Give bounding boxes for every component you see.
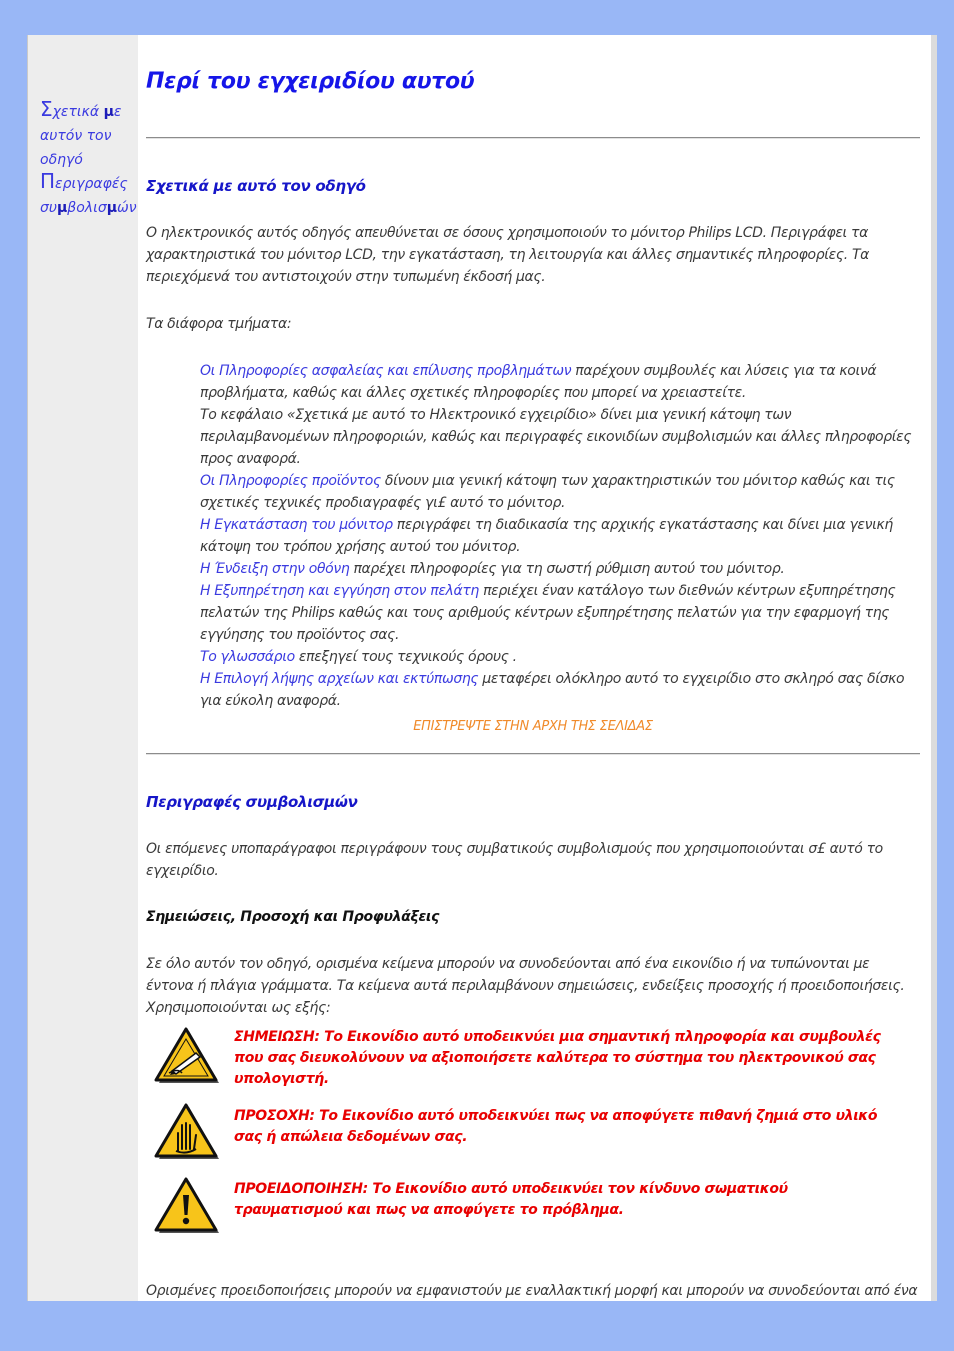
list-item: Οι Πληροφορίες προϊόντος δίνουν μια γενική κάτοψη των χαρακτηριστικών του μόνιτορ καθώς και τις σχετικές τεχνικές προδιαγραφές γι£ αυτό το μόνιτορ.: [200, 473, 895, 511]
link-product-information[interactable]: Οι Πληροφορίες προϊόντος: [200, 473, 381, 489]
link-installation[interactable]: Η Εγκατάσταση του μόνιτορ: [200, 517, 393, 533]
list-item: Η Εξυπηρέτηση και εγγύηση στον πελάτη περιέχει έναν κατάλογο των διεθνών κέντρων εξυπηρέτησης πελατών της Philips καθώς και τους αριθμούς κέντρων εξυπηρέτησης πελατών για την εφαρμογή της εγγύησης του προϊόντος σας.: [200, 583, 896, 643]
link-customer-care[interactable]: Η Εξυπηρέτηση και εγγύηση στον πελάτη: [200, 583, 479, 599]
subheading-notes: Σημειώσεις, Προσοχή και Προφυλάξεις: [146, 909, 440, 925]
footer-text: Ορισμένες προειδοποιήσεις μπορούν να εμφανιστούν με εναλλακτική μορφή και μπορούν να συνοδεύονται από ένα: [146, 1283, 918, 1299]
sidebar-link-symbol-descriptions[interactable]: Περιγραφές συμβολισμών: [40, 169, 137, 216]
list-item: Το γλωσσάριο επεξηγεί τους τεχνικούς όρους .: [200, 649, 517, 665]
caution-text: ΠΡΟΣΟΧΗ: Το Εικονίδιο αυτό υποδεικνύει πως να αποφύγετε πιθανή ζημιά στο υλικό σας ή απώλεια δεδομένων σας.: [234, 1108, 878, 1145]
parts-label: Τα διάφορα τμήματα:: [146, 316, 292, 332]
divider: [146, 137, 920, 139]
list-item: Η Επιλογή λήψης αρχείων και εκτύπωσης μεταφέρει ολόκληρο αυτό το εγχειρίδιο στο σκληρό σας δίσκο για εύκολη αναφορά.: [200, 671, 905, 709]
list-item: Το κεφάλαιο «Σχετικά με αυτό το Ηλεκτρονικό εγχειρίδιο» δίνει μια γενική κάτοψη των περιλαμβανομένων πληροφοριών, καθώς και περιγραφές εικονιδίων συμβολισμών και άλλες πληροφορίες προς αναφορά.: [200, 407, 912, 467]
list-item: Οι Πληροφορίες ασφαλείας και επίλυσης προβλημάτων παρέχουν συμβουλές και λύσεις για τα κοινά προβλήματα, καθώς και άλλες σχετικές πληροφορίες που μπορεί να χρειαστείτε.: [200, 363, 877, 401]
note-text: ΣΗΜΕΙΩΣΗ: Το Εικονίδιο αυτό υποδεικνύει μια σημαντική πληροφορία και συμβουλές που σας διευκολύνουν να αξιοποιήσετε καλύτερα το σύστημα του ηλεκτρονικού σας υπολογιστή.: [234, 1029, 881, 1087]
page-frame: [27, 35, 937, 1301]
caution-hand-icon: [152, 1103, 220, 1163]
parts-list: [200, 360, 920, 712]
divider: [146, 753, 920, 755]
section-heading-symbols: Περιγραφές συμβολισμών: [146, 793, 358, 811]
link-download-print[interactable]: Η Επιλογή λήψης αρχείων και εκτύπωσης: [200, 671, 479, 687]
page-title: Περί του εγχειριδίου αυτού: [146, 69, 475, 94]
link-safety-troubleshooting[interactable]: Οι Πληροφορίες ασφαλείας και επίλυσης προβλημάτων: [200, 363, 572, 379]
sidebar-link-about-guide[interactable]: Σχετικά με αυτόν τον οδηγό: [40, 97, 122, 168]
warning-exclamation-icon: [152, 1177, 220, 1237]
sidebar: [28, 35, 138, 1301]
notes-intro: Σε όλο αυτόν τον οδηγό, ορισμένα κείμενα μπορούν να συνοδεύονται από ένα εικονίδιο ή να τυπώνονται με έντονα ή πλάγια γράμματα. Τα κείμενα αυτά περιλαμβάνουν σημειώσεις, ενδείξεις προσοχής ή προειδοποιήσεις. Χρησιμοποιούνται ως εξής:: [146, 956, 905, 1016]
about-intro: Ο ηλεκτρονικός αυτός οδηγός απευθύνεται σε όσους χρησιμοποιούν το μόνιτορ Philips LCD. Περιγράφει τα χαρακτηριστικά του μόνιτορ LCD, την εγκατάσταση, τη λειτουργία και άλλες σημαντικές πληροφορίες. Τα περιεχόμενά του αντιστοιχούν στην τυπωμένη έκδοσή μας.: [146, 225, 870, 285]
link-glossary[interactable]: Το γλωσσάριο: [200, 649, 295, 665]
list-item: Η Ένδειξη στην οθόνη παρέχει πληροφορίες για τη σωστή ρύθμιση αυτού του μόνιτορ.: [200, 561, 785, 577]
list-item: Η Εγκατάσταση του μόνιτορ περιγράφει τη διαδικασία της αρχικής εγκατάστασης και δίνει μια γενική κάτοψη του τρόπου χρήσης αυτού του μόνιτορ.: [200, 517, 893, 555]
warning-text: ΠΡΟΕΙΔΟΠΟΙΗΣΗ: Το Εικονίδιο αυτό υποδεικνύει τον κίνδυνο σωματικού τραυματισμού και πως να αποφύγετε το πρόβλημα.: [234, 1181, 788, 1218]
link-on-screen-display[interactable]: Η Ένδειξη στην οθόνη: [200, 561, 350, 577]
symbols-intro: Οι επόμενες υποπαράγραφοι περιγράφουν τους συμβατικούς συμβολισμούς που χρησιμοποιούνται σ£ αυτό το εγχειρίδιο.: [146, 841, 883, 879]
section-heading-about: Σχετικά με αυτό τον οδηγό: [146, 177, 366, 195]
note-pencil-icon: [152, 1027, 220, 1087]
back-to-top-link[interactable]: ΕΠΙΣΤΡΕΨΤΕ ΣΤΗΝ ΑΡΧΗ ΤΗΣ ΣΕΛΙΔΑΣ: [413, 719, 653, 734]
